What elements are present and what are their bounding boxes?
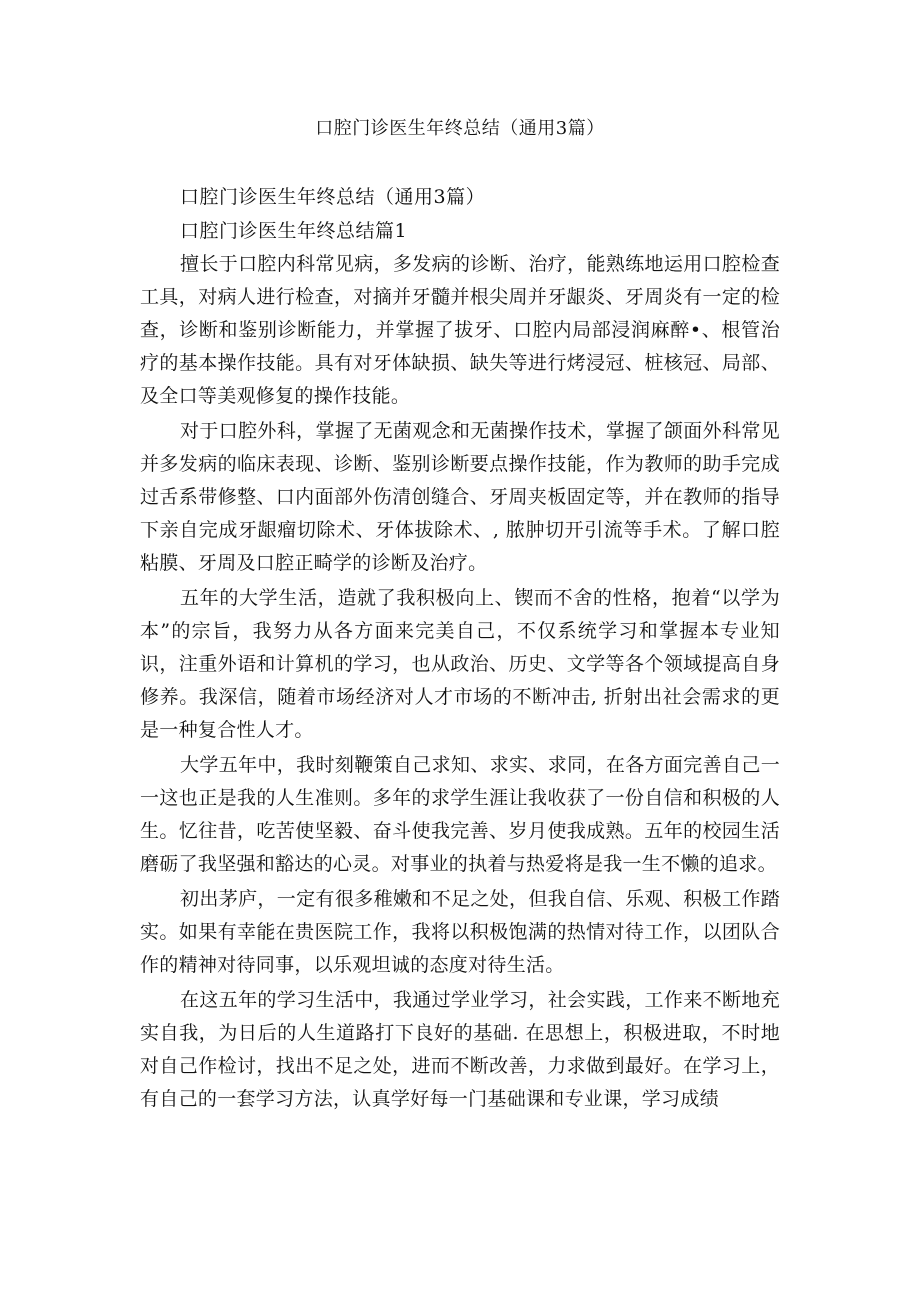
- document-title: 口腔门诊医生年终总结（通用3篇）: [315, 118, 605, 139]
- paragraph: 五年的大学生活，造就了我积极向上、锲而不舍的性格，抱着“以学为本”的宗旨，我努力从各方面来完美自己，不仅系统学习和掌握本专业知识，注重外语和计算机的学习，也从政治、历史、文学等各个领域提高自身修养。我深信，随着市场经济对人才市场的不断冲击, 折射出社会需求的更是一种复合性人才。: [140, 587, 780, 741]
- paragraph: 大学五年中，我时刻鞭策自己求知、求实、求同，在各方面完善自己一一这也正是我的人生准则。多年的求学生涯让我收获了一份自信和积极的人生。忆往昔，吃苦使坚毅、奋斗使我完善、岁月使我成熟。五年的校园生活磨砺了我坚强和豁达的心灵。对事业的执着与热爱将是我一生不懒的追求。: [140, 754, 780, 875]
- paragraph: 对于口腔外科，掌握了无菌观念和无菌操作技术，掌握了颌面外科常见并多发病的临床表现、诊断、鉴别诊断要点操作技能，作为教师的助手完成过舌系带修整、口内面部外伤清创缝合、牙周夹板固定等，并在教师的指导下亲自完成牙龈瘤切除术、牙体拔除术、, 脓肿切开引流等手术。了解口腔粘膜、牙周及口腔正畸学的诊断及治疗。: [140, 420, 780, 574]
- paragraph: 擅长于口腔内科常见病，多发病的诊断、治疗，能熟练地运用口腔检查工具，对病人进行检查，对摘并牙髓并根尖周并牙龈炎、牙周炎有一定的检查，诊断和鉴别诊断能力，并掌握了拔牙、口腔内局部浸润麻醉•、根管治疗的基本操作技能。具有对牙体缺损、缺失等进行烤浸冠、桩核冠、局部、及全口等美观修复的操作技能。: [140, 253, 780, 407]
- paragraph: 在这五年的学习生活中，我通过学业学习，社会实践，工作来不断地充实自我，为日后的人生道路打下良好的基础. 在思想上，积极进取，不时地对自己作检讨，找出不足之处，进而不断改善，力求做到最好。在学习上，有自己的一套学习方法，认真学好每一门基础课和专业课，学习成绩: [140, 989, 780, 1110]
- document-subtitle: 口腔门诊医生年终总结（通用3篇）: [180, 186, 486, 208]
- paragraph: 初出茅庐，一定有很多稚嫩和不足之处，但我自信、乐观、积极工作踏实。如果有幸能在贵医院工作，我将以积极饱满的热情对待工作，以团队合作的精神对待同事，以乐观坦诚的态度对待生活。: [140, 888, 780, 976]
- section-heading: 口腔门诊医生年终总结篇1: [180, 220, 408, 242]
- document-body: [140, 180, 780, 1116]
